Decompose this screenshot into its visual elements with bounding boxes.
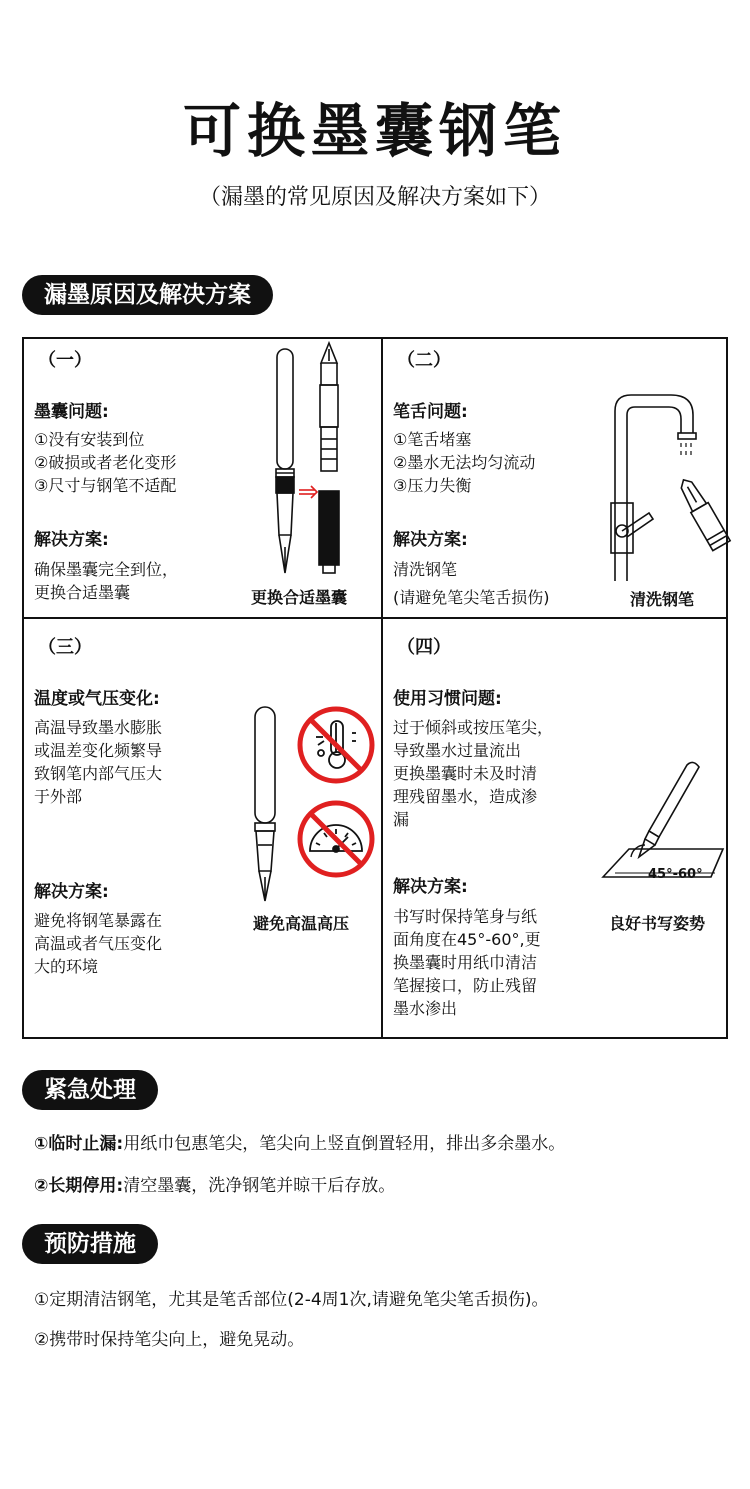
solution-heading: 解决方案: [34, 882, 109, 902]
problem-line: ①没有安装到位 [34, 430, 145, 449]
nib-icon [679, 479, 739, 569]
angle-label: 45°-60° [648, 867, 703, 882]
section-label-emergency: 紧急处理 [22, 1070, 158, 1110]
cell-number: （二） [397, 350, 451, 371]
cell-number: （四） [397, 637, 451, 658]
problem-heading: 使用习惯问题: [393, 689, 502, 709]
solution-line: 换墨囊时用纸巾清洁 [393, 953, 538, 972]
cause-cell-feed [383, 339, 726, 617]
cause-cell-habit [383, 619, 726, 1037]
problem-heading: 笔舌问题: [393, 402, 468, 422]
problem-line: 漏 [393, 810, 410, 829]
cause-cell-cartridge [24, 339, 381, 617]
solution-line: 面角度在45°-60°,更 [393, 930, 541, 949]
problem-line: 于外部 [34, 787, 83, 806]
solution-line: 高温或者气压变化 [34, 934, 163, 953]
emergency-item-text: 清空墨囊，洗净钢笔并晾干后存放。 [123, 1176, 396, 1196]
page-subtitle: （漏墨的常见原因及解决方案如下） [198, 185, 551, 210]
cell-number: （一） [38, 350, 92, 371]
problem-line: ③压力失衡 [393, 476, 472, 495]
emergency-item-title: ②长期停用: [34, 1176, 124, 1196]
cause-cell-temperature [24, 619, 381, 1037]
causes-grid [22, 337, 728, 1039]
no-high-temperature-icon [296, 705, 376, 785]
problem-line: 高温导致墨水膨胀 [34, 718, 163, 737]
problem-line: 理残留墨水，造成渗 [393, 787, 538, 806]
cell-number: （三） [38, 637, 92, 658]
problem-line: 过于倾斜或按压笔尖， [393, 718, 554, 737]
emergency-item [34, 1131, 565, 1157]
emergency-item [34, 1173, 395, 1199]
solution-line: 笔握接口，防止残留 [393, 976, 538, 995]
illustration-caption: 清洗钢笔 [630, 590, 695, 609]
problem-line: 更换墨囊时未及时清 [393, 764, 538, 783]
problem-heading: 温度或气压变化: [34, 689, 160, 709]
solution-line: 大的环境 [34, 957, 99, 976]
solution-line: 更换合适墨囊 [34, 583, 131, 602]
illustration-caption: 良好书写姿势 [609, 914, 706, 933]
solution-heading: 解决方案: [393, 877, 468, 897]
emergency-item-text: 用纸巾包惠笔尖，笔尖向上竖直倒置轻用，排出多余墨水。 [123, 1134, 566, 1154]
page-title: 可换墨囊钢笔 [182, 97, 567, 165]
problem-line: ①笔舌堵塞 [393, 430, 472, 449]
problem-line: 致钢笔内部气压大 [34, 764, 163, 783]
illustration-caption: 更换合适墨囊 [251, 588, 348, 607]
solution-line: 书写时保持笔身与纸 [393, 907, 538, 926]
solution-line: 清洗钢笔 [393, 560, 458, 579]
problem-line: ②破损或者老化变形 [34, 453, 177, 472]
solution-heading: 解决方案: [34, 530, 109, 550]
section-label-causes: 漏墨原因及解决方案 [22, 275, 273, 315]
solution-line: (请避免笔尖笔舌损伤) [393, 588, 550, 607]
illustration-caption: 避免高温高压 [253, 914, 350, 933]
problem-line: 或温差变化频繁导 [34, 741, 163, 760]
problem-line: 导致墨水过量流出 [393, 741, 522, 760]
section-label-prevention: 预防措施 [22, 1224, 158, 1264]
solution-line: 确保墨囊完全到位， [34, 560, 179, 579]
pen-cartridge-illustration [269, 347, 369, 583]
prevention-item: ②携带时保持笔尖向上，避免晃动。 [34, 1330, 305, 1350]
no-high-pressure-icon [296, 799, 376, 879]
problem-heading: 墨囊问题: [34, 402, 109, 422]
solution-heading: 解决方案: [393, 530, 468, 550]
prevention-item: ①定期清洁钢笔，尤其是笔舌部位(2-4周1次,请避免笔尖笔舌损伤)。 [34, 1290, 549, 1310]
problem-line: ③尺寸与钢笔不适配 [34, 476, 177, 495]
solution-line: 避免将钢笔暴露在 [34, 911, 163, 930]
writing-angle-illustration [601, 757, 725, 881]
emergency-item-title: ①临时止漏: [34, 1134, 124, 1154]
problem-line: ②墨水无法均匀流动 [393, 453, 536, 472]
solution-line: 墨水渗出 [393, 999, 458, 1018]
pen-illustration [250, 705, 280, 905]
